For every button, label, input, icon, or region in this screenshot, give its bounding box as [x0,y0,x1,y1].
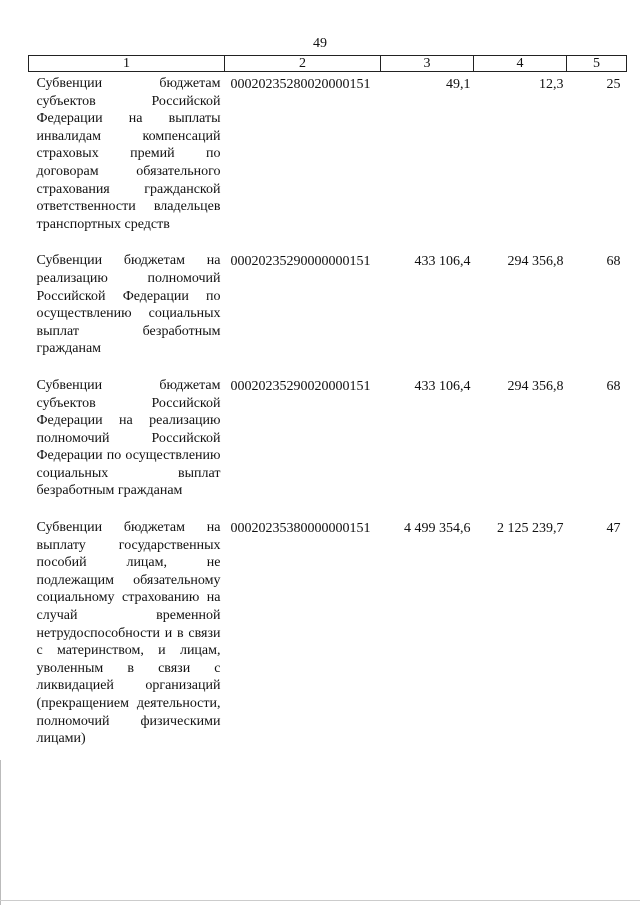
row-description: Субвенции бюджетам субъектов Российской Федерации на выплаты инвалидам компенсаций страховых премий по договорам обязательного страхования гражданской ответственности владельцев транспортных средств [36,76,221,232]
table-row [29,516,627,764]
row-code: 00020235380000000151 [230,521,371,537]
row-value-col4: 2 125 239,7 [497,521,564,537]
row-value-col3: 49,1 [446,77,471,92]
page-number: 49 [313,36,327,51]
row-description: Субвенции бюджетам на реализацию полномочий Российской Федерации по осуществлению социальных выплат безработным гражданам [36,253,221,357]
row-value-col3: 433 106,4 [414,378,471,394]
row-code: 00020235290000000151 [230,254,371,270]
table-row [29,249,627,374]
row-description: Субвенции бюджетам субъектов Российской Федерации на реализацию полномочий Российской Федерации по осуществлению социальных выплат безработным гражданам [36,377,221,499]
header-col-1: 1 [29,56,225,72]
header-col-5: 5 [567,56,627,72]
scan-edge-line [0,760,1,905]
row-value-col3: 433 106,4 [414,254,471,270]
row-description: Субвенции бюджетам на выплату государственных пособий лицам, не подлежащим обязательному социальному страхованию на случай временной нетрудоспособности и в связи с материнством, и лицам, уволенным в связи с ликвидацией организаций (прекращением деятельности, полномочий физическими лицами) [36,520,221,747]
scan-bottom-line [0,900,640,901]
row-value-col3: 4 499 354,6 [404,521,471,537]
table-row [29,72,627,250]
row-value-col5: 47 [606,521,621,537]
row-value-col4: 294 356,8 [507,378,564,394]
row-code: 00020235290020000151 [230,378,371,394]
header-col-2: 2 [225,56,381,72]
row-value-col5: 25 [606,77,621,92]
header-row [29,56,627,72]
header-col-4: 4 [474,56,567,72]
header-col-3: 3 [381,56,474,72]
row-code: 00020235280020000151 [230,77,371,92]
budget-table [28,55,627,764]
row-value-col4: 12,3 [539,77,564,92]
row-value-col5: 68 [606,254,621,270]
row-value-col5: 68 [606,378,621,394]
table-row [29,374,627,516]
row-value-col4: 294 356,8 [507,254,564,270]
budget-table-container [28,55,626,764]
